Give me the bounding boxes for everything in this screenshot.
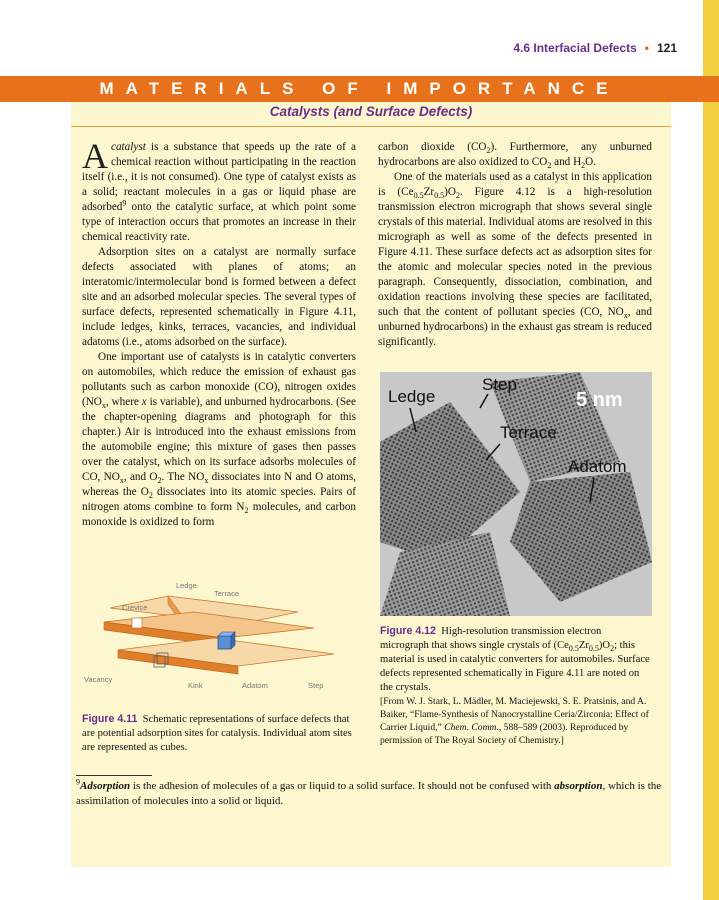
figure-4-11-caption: Figure 4.11 Schematic representations of surface defects that are potential adsorption sites for catalysis. Individual atom sites are represented as cubes.	[82, 713, 352, 753]
paragraph-5: One of the materials used as a catalyst in this application is $(Ce_{0.5}Zr_{0.5})O_2$. Figure 4.12 is a high-resolution transmission electron micrograph that shows several single crystals of this material. Individual atoms are resolved in this micrograph as well as some of the defects presented in Figure 4.11. These surface defects act as adsorption sites for the atomic and molecular species noted in the previous paragraph. Consequently, dissociation, combination, and oxidation reactions involving these species are facilitated, such that the content of pollutant species (CO, $NO_x$, and unburned hydrocarbons) in the exhaust gas stream is reduced significantly.	[378, 171, 652, 348]
paragraph-1: Acatalyst is a substance that speeds up the rate of a chemical reaction without participating in the reaction itself (i.e., it is not consumed). One type of catalyst exists as a solid; reactant molecules in a gas or liquid phase are adsorbed$^9$ onto the catalytic surface, at which point some type of interaction occurs that promotes an increase in their chemical reactivity rate.	[82, 136, 356, 243]
figure-4-12-credit: [From W. J. Stark, L. Mädler, M. Maciejewski, S. E. Pratsinis, and A. Baiker, “Flame-Synthesis of Nanocrystalline Ceria/Zirconia: Effect of Carrier Liquid,” Chem. Comm., 588–589 (2003). Reproduced by permission of The Royal Society of Chemistry.]	[380, 696, 649, 746]
page-edge-tab	[703, 0, 719, 900]
page-number: 121	[656, 41, 677, 55]
label-ledge: Ledge	[388, 387, 436, 406]
running-header	[513, 41, 677, 55]
figure-4-12-label: Figure 4.12	[380, 625, 436, 637]
right-column	[378, 140, 652, 350]
figure-4-12-micrograph	[380, 372, 652, 616]
header-separator: •	[644, 41, 649, 55]
label-vacancy: Vacancy	[84, 675, 113, 684]
scale-bar-label: 5 nm	[576, 389, 623, 411]
figure-4-11-label: Figure 4.11	[82, 713, 138, 725]
label-terrace: Terrace	[500, 423, 557, 442]
drop-cap: A	[82, 136, 108, 176]
crevice-cube	[132, 618, 142, 628]
adatom-cube	[218, 636, 231, 649]
paragraph-4: carbon dioxide $(CO_2)$. Furthermore, any unburned hydrocarbons are also oxidized to $CO_2$ and $H_2O$.	[378, 141, 652, 171]
section-title: 4.6 Interfacial Defects	[513, 41, 637, 55]
paragraph-3: One important use of catalysts is in catalytic converters on automobiles, which reduce the emission of exhaust gas pollutants such as carbon monoxide (CO), nitrogen oxides ($NO_x$, where x is variable), and unburned hydrocarbons. (See the chapter-opening diagrams and photograph for this chapter.) Air is introduced into the exhaust emissions from the automobile engine; this mixture of gases then passes over the catalyst, which on its surface adsorbs molecules of CO, $NO_x$, and $O_2$. The $NO_x$ dissociates into N and O atoms, whereas the $O_2$ dissociates into its atomic species. Pairs of nitrogen atoms combine to form $N_2$ molecules, and carbon monoxide is oxidized to form	[82, 351, 357, 528]
label-kink: Kink	[188, 681, 203, 690]
left-column	[82, 136, 357, 530]
subtitle-rule	[71, 126, 671, 127]
feature-subtitle: Catalysts (and Surface Defects)	[269, 104, 473, 119]
label-step: Step	[482, 375, 517, 394]
label-ledge: Ledge	[176, 581, 197, 590]
materials-banner: MATERIALS OF IMPORTANCE	[0, 76, 719, 102]
footnote: $^9$Adsorption is the adhesion of molecules of a gas or liquid to a solid surface. It should not be confused with absorption, which is the assimilation of molecules into a solid or liquid.	[76, 777, 662, 807]
label-adatom: Adatom	[242, 681, 268, 690]
figure-4-12-caption: Figure 4.12 High-resolution transmission electron micrograph that shows single crystals of $(Ce_{0.5}Zr_{0.5})O_2$; this material is used in catalytic converters for automobiles. Surface defects represented schematically in Figure 4.11 are noted on the crystals. [From W. J. Stark, L. Mädler, M. Maciejewski, S. E. Pratsinis, and A. Baiker, “Flame-Synthesis of Nanocrystalline Ceria/Zirconia: Effect of Carrier Liquid,” Chem. Comm., 588–589 (2003). Reproduced by permission of The Royal Society of Chemistry.]	[380, 624, 652, 747]
label-adatom: Adatom	[568, 457, 627, 476]
label-terrace: Terrace	[214, 589, 240, 598]
label-step: Step	[308, 681, 324, 690]
footnote-rule	[76, 775, 152, 776]
label-crevice: Crevice	[122, 603, 148, 612]
figure-4-11-schematic	[84, 578, 360, 696]
paragraph-2: Adsorption sites on a catalyst are normally surface defects associated with planes of atoms; an interatomic/intermolecular bond is formed between a defect site and an adsorbed molecular species. The several types of surface defects, represented schematically in Figure 4.11, include ledges, kinks, terraces, vacancies, and individual adatoms (i.e., atoms adsorbed on the surface).	[82, 246, 356, 348]
